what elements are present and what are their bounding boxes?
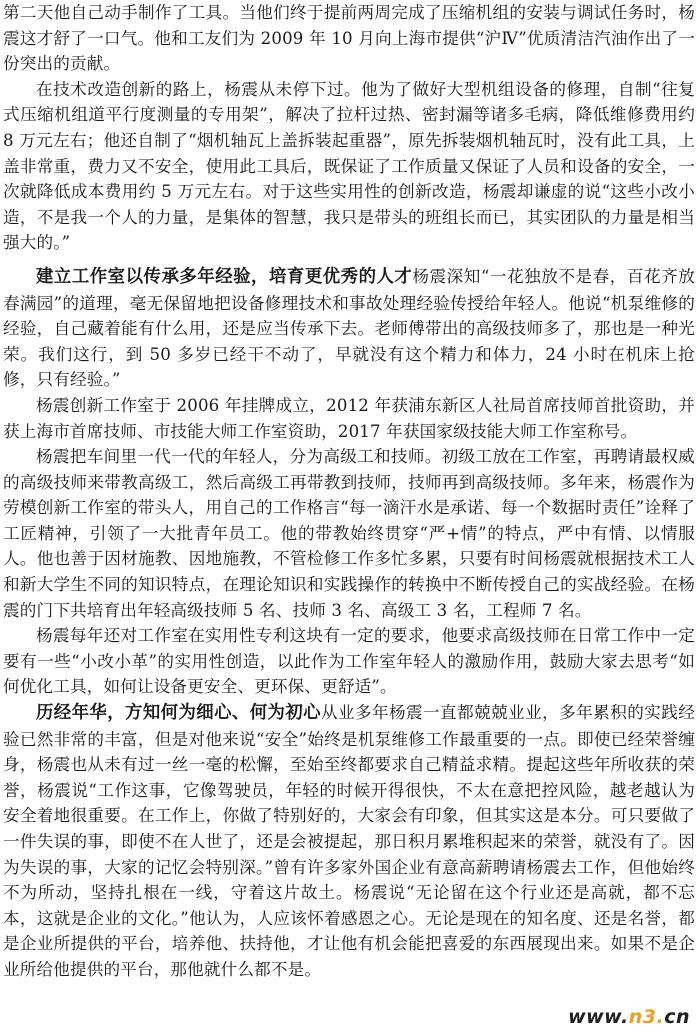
paragraph-studio-history: 杨震创新工作室于 2006 年挂牌成立，2012 年获浦东新区人社局首席技师首批资助，并获上海市首席技师、市技能大师工作室资助，2017 年获国家级技能大师工作室称号。 xyxy=(3,395,695,441)
site-watermark xyxy=(568,1006,690,1028)
watermark-suffix: cn xyxy=(664,1006,690,1028)
article-body xyxy=(3,0,695,983)
section-heading-safety: 历经年华，方知何为细心、何为初心 xyxy=(36,703,321,724)
watermark-prefix: www. xyxy=(568,1006,629,1028)
paragraph-mentoring: 杨震把车间里一代一代的年轻人，分为高级工和技师。初级工放在工作室，再聘请最权威的高级技师来带教高级工，然后高级工再带教到技师，技师再到高级技师。多年来，杨震作为劳模创新工作室的带头人，用自己的工作格言“每一滴汗水是承诺、每一个数据时责任”诠释了工匠精神，引领了一大批青年员工。他的带教始终贯穿“严+情”的特点，严中有情、以情服人。他也善于因材施教、因地施教，不管检修工作多忙多累，只要有时间杨震就根据技术工人和新大学生不同的知识特点，在理论知识和实践操作的转换中不断传授自己的实战经验。在杨震的门下共培育出年轻高级技师 5 名、技师 3 名、高级工 3 名，工程师 7 名。 xyxy=(3,447,695,620)
paragraph-continuation: 第二天他自己动手制作了工具。当他们终于提前两周完成了压缩机组的安装与调试任务时，杨震这才舒了一口气。他和工友们为 2009 年 10 月向上海市提供“沪Ⅳ”优质清洁汽油作出了一份突出的贡献。 xyxy=(3,3,695,74)
watermark-brand: n3 xyxy=(628,1006,657,1028)
section-body-safety: 从业多年杨震一直都兢兢业业，多年累积的实践经验已然非常的丰富，但是对他来说“安全”始终是机泵维修工作最重要的一点。即使已经荣誉缠身，杨震也从未有过一丝一毫的松懈，至始至终都要求自己精益求精。提起这些年所收获的荣誉，杨震说“工作这事，它像驾驶员，年轻的时候开得很快，不太在意把控风险，越老越认为安全着地很重要。在工作上，你做了特别好的，大家会有印象，但其实这是本分。可只要做了一件失误的事，即使不在人世了，还是会被提起，那日积月累堆积起来的荣誉，就没有了。因为失误的事，大家的记忆会特别深。”曾有许多家外国企业有意高薪聘请杨震去工作，但他始终不为所动，坚持扎根在一线，守着这片故土。杨震说“无论留在这个行业还是高就，都不忘本，这就是企业的文化。”他认为，人应该怀着感恩之心。无论是现在的知名度、还是名誉，都是企业所提供的平台，培养他、扶持他，才让他有机会能把喜爱的东西展现出来。如果不是企业所给他提供的平台，那他就什么都不是。 xyxy=(3,703,695,979)
section-body-studio: 杨震深知“一花独放不是春，百花齐放春满园”的道理，毫无保留地把设备修理技术和事故处理经验传授给年轻人。他说“机泵维修的经验，自己藏着能有什么用，还是应当传承下去。老师傅带出的高级技师多了，那也是一种光荣。我们这行，到 50 多岁已经干不动了，早就没有这个精力和体力，24 小时在机床上抢修，只有经验。” xyxy=(3,266,695,390)
paragraph-tech-innovation: 在技术改造创新的路上，杨震从未停下过。他为了做好大型机组设备的修理，自制“往复式压缩机组道平行度测量的专用架”，解决了拉杆过热、密封漏等诸多毛病，降低维修费用约 8 万元左右；他还自制了“烟机轴瓦上盖拆装起重器”，原先拆装烟机轴瓦时，没有此工具，上盖非常重，费力又不安全，使用此工具后，既保证了工作质量又保证了人员和设备的安全，一次就降低成本费用约 5 万元左右。对于这些实用性的创新改造，杨震却谦虚的说“这些小改小造，不是我一个人的力量，是集体的智慧，我只是带头的班组长而已，其实团队的力量是相当强大的。” xyxy=(3,79,695,253)
section-heading-studio: 建立工作室以传承多年经验，培育更优秀的人才 xyxy=(36,266,413,287)
paragraph-safety-section xyxy=(3,700,695,983)
paragraph-studio-section xyxy=(3,264,695,393)
paragraph-patents: 杨震每年还对工作室在实用性专利这块有一定的要求，他要求高级技师在日常工作中一定要有一些“小改小革”的实用性创造，以此作为工作室年轻人的激励作用，鼓励大家去思考“如何优化工具，如何让设备更安全、更环保、更舒适”。 xyxy=(3,626,695,697)
watermark-dot: . xyxy=(656,1006,665,1028)
